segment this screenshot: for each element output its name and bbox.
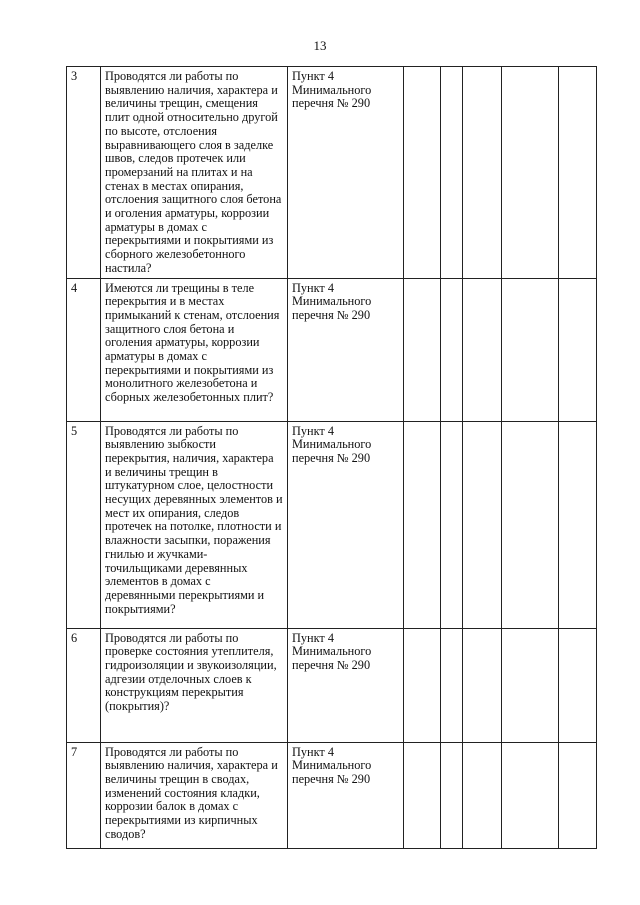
answer-cell-yes[interactable]	[404, 67, 441, 279]
answer-cell-note[interactable]	[502, 421, 559, 628]
answer-cell-yes[interactable]	[404, 742, 441, 848]
answer-cell-no[interactable]	[441, 67, 463, 279]
answer-cell-extra[interactable]	[559, 67, 597, 279]
reference-cell: Пункт 4 Минимального перечня № 290	[288, 421, 404, 628]
reference-cell: Пункт 4 Минимального перечня № 290	[288, 742, 404, 848]
table-row	[67, 742, 597, 848]
checklist-table	[66, 66, 597, 849]
question-cell: Имеются ли трещины в теле перекрытия и в местах примыканий к стенам, отслоения защитного слоя бетона и оголения арматуры, коррозии арматуры в домах с перекрытиями и покрытиями из монолитного железобетона и сборных железобетонных плит?	[101, 278, 288, 421]
table-row	[67, 278, 597, 421]
answer-cell-note[interactable]	[502, 628, 559, 742]
row-number: 4	[67, 278, 101, 421]
row-number: 3	[67, 67, 101, 279]
question-cell: Проводятся ли работы по выявлению наличия, характера и величины трещин, смещения плит одной относительно другой по высоте, отслоения выравнивающего слоя в заделке швов, следов протечек или промерзаний на плитах и на стенах в местах опирания, отслоения защитного слоя бетона и оголения арматуры, коррозии арматуры в домах с перекрытиями и покрытиями из сборного железобетонного настила?	[101, 67, 288, 279]
answer-cell-na[interactable]	[463, 742, 502, 848]
answer-cell-no[interactable]	[441, 628, 463, 742]
table-row	[67, 628, 597, 742]
table-row	[67, 421, 597, 628]
answer-cell-note[interactable]	[502, 742, 559, 848]
page-number: 13	[313, 38, 327, 53]
table-row	[67, 67, 597, 279]
question-cell: Проводятся ли работы по выявлению зыбкости перекрытия, наличия, характера и величины трещин в штукатурном слое, целостности несущих деревянных элементов и мест их опирания, следов протечек на потолке, плотности и влажности засыпки, поражения гнилью и жучками-точильщиками деревянных элементов в домах с деревянными перекрытиями и покрытиями?	[101, 421, 288, 628]
answer-cell-no[interactable]	[441, 278, 463, 421]
reference-cell: Пункт 4 Минимального перечня № 290	[288, 278, 404, 421]
answer-cell-yes[interactable]	[404, 421, 441, 628]
row-number: 7	[67, 742, 101, 848]
answer-cell-yes[interactable]	[404, 628, 441, 742]
reference-cell: Пункт 4 Минимального перечня № 290	[288, 67, 404, 279]
answer-cell-na[interactable]	[463, 278, 502, 421]
answer-cell-yes[interactable]	[404, 278, 441, 421]
answer-cell-na[interactable]	[463, 67, 502, 279]
answer-cell-no[interactable]	[441, 421, 463, 628]
question-cell: Проводятся ли работы по выявлению наличия, характера и величины трещин в сводах, изменений состояния кладки, коррозии балок в домах с перекрытиями из кирпичных сводов?	[101, 742, 288, 848]
row-number: 6	[67, 628, 101, 742]
answer-cell-na[interactable]	[463, 421, 502, 628]
question-cell: Проводятся ли работы по проверке состояния утеплителя, гидроизоляции и звукоизоляции, адгезии отделочных слоев к конструкциям перекрытия (покрытия)?	[101, 628, 288, 742]
reference-cell: Пункт 4 Минимального перечня № 290	[288, 628, 404, 742]
answer-cell-note[interactable]	[502, 67, 559, 279]
answer-cell-extra[interactable]	[559, 742, 597, 848]
answer-cell-extra[interactable]	[559, 421, 597, 628]
row-number: 5	[67, 421, 101, 628]
answer-cell-no[interactable]	[441, 742, 463, 848]
answer-cell-extra[interactable]	[559, 278, 597, 421]
answer-cell-extra[interactable]	[559, 628, 597, 742]
answer-cell-na[interactable]	[463, 628, 502, 742]
answer-cell-note[interactable]	[502, 278, 559, 421]
